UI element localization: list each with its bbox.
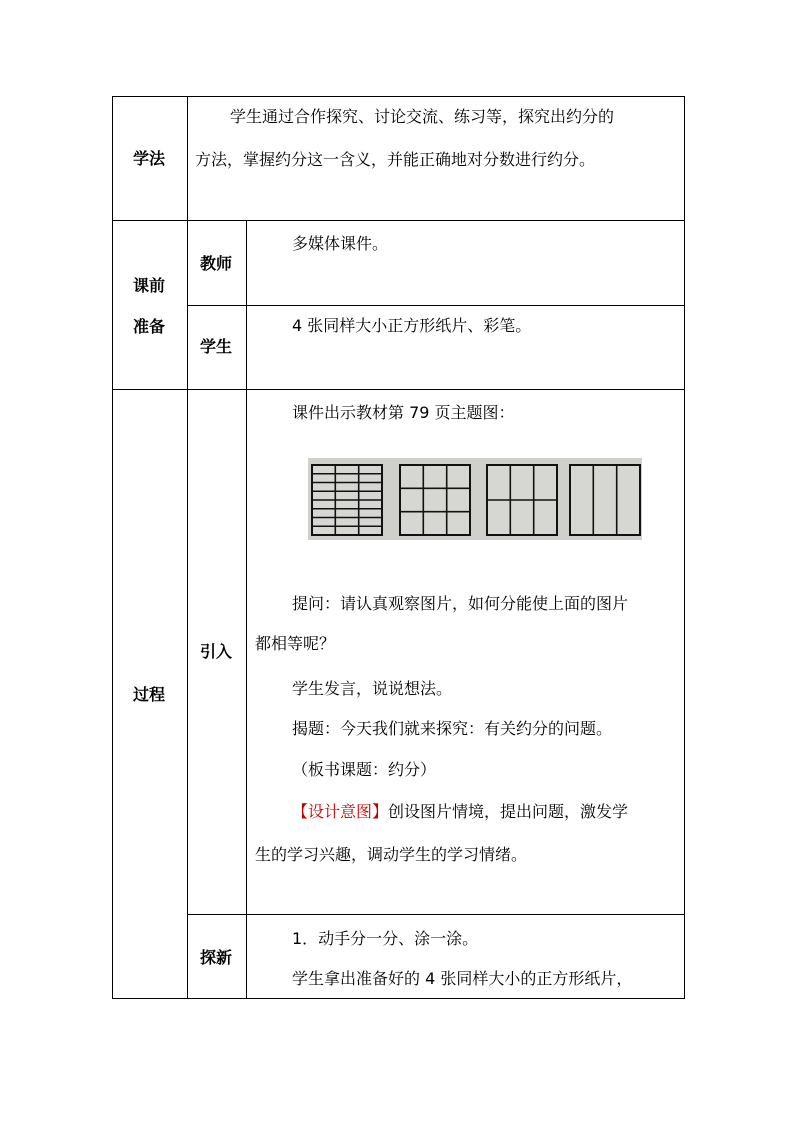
table-border-top <box>112 96 685 97</box>
sub-label-teacher: 教师 <box>200 254 233 273</box>
table-border-col2 <box>246 220 247 999</box>
row-label-kqzb-line2: 准备 <box>133 317 166 336</box>
teacher-prep-text: 多媒体课件。 <box>292 234 389 253</box>
yinru-line3: 学生发言，说说想法。 <box>292 679 453 698</box>
four-squares-svg <box>308 458 642 540</box>
design-intent-line1 <box>292 802 628 822</box>
table-border-left <box>112 96 113 999</box>
student-prep-text: 4 张同样大小正方形纸片、彩笔。 <box>292 316 532 335</box>
row-label-guocheng: 过程 <box>133 685 166 704</box>
yinru-question-line1: 提问：请认真观察图片，如何分能使上面的图片 <box>292 594 629 613</box>
yinru-line1: 课件出示教材第 79 页主题图： <box>292 403 515 422</box>
sub-label-tanxin: 探新 <box>200 948 233 967</box>
design-intent-line2: 生的学习兴趣，调动学生的学习情绪。 <box>255 845 528 864</box>
table-border-col1 <box>187 96 188 999</box>
square-4 <box>570 465 640 535</box>
square-2 <box>400 465 470 535</box>
xuefa-text-line2: 方法，掌握约分这一含义，并能正确地对分数进行约分。 <box>195 150 596 169</box>
yinru-line5: （板书课题：约分） <box>292 760 437 779</box>
design-intent-text: 创设图片情境，提出问题，激发学 <box>388 802 629 821</box>
yinru-question-line2: 都相等呢？ <box>255 634 336 653</box>
table-border-right <box>684 96 685 999</box>
table-border-inner1 <box>187 305 685 306</box>
table-border-bottom <box>112 998 685 999</box>
tanxin-line1: 1．动手分一分、涂一涂。 <box>292 929 479 948</box>
yinru-line4: 揭题：今天我们就来探究：有关约分的问题。 <box>292 719 613 738</box>
table-border-row1 <box>112 220 685 221</box>
row-label-xuefa: 学法 <box>133 149 166 168</box>
tanxin-line2: 学生拿出准备好的 4 张同样大小的正方形纸片， <box>292 969 633 988</box>
row-label-kqzb-line1: 课前 <box>133 276 166 295</box>
textbook-figure-four-squares <box>308 458 642 540</box>
design-intent-tag: 【设计意图】 <box>292 802 389 821</box>
table-border-row2 <box>112 389 685 390</box>
sub-label-yinru: 引入 <box>200 642 233 661</box>
xuefa-text-line1: 学生通过合作探究、讨论交流、练习等，探究出约分的 <box>230 107 615 126</box>
table-border-inner2 <box>187 914 685 915</box>
sub-label-student: 学生 <box>200 337 233 356</box>
